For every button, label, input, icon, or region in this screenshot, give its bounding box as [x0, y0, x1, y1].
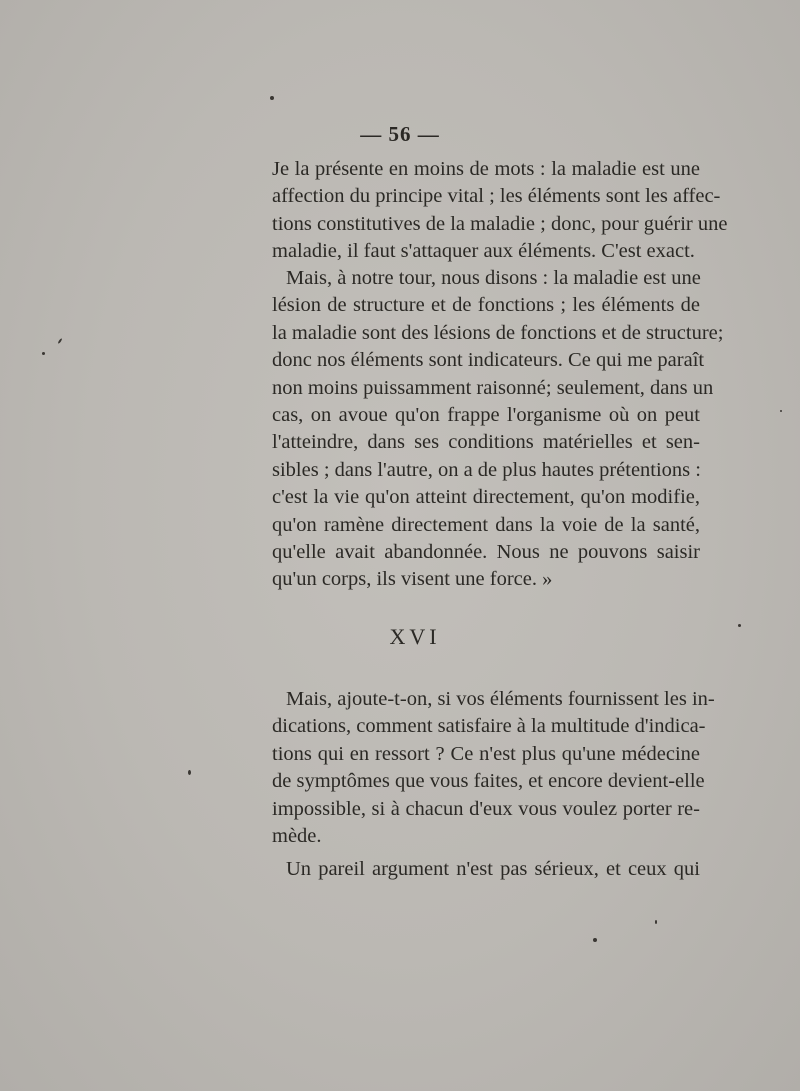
paper-speck	[780, 410, 782, 412]
text-line: sibles ; dans l'autre, on a de plus hautes prétentions :	[272, 458, 701, 481]
section-heading: XVI	[389, 624, 441, 649]
text-line: qu'elle avait abandonnée. Nous ne pouvons saisir	[272, 541, 700, 564]
text-line: maladie, il faut s'attaquer aux éléments. C'est exact.	[272, 240, 695, 263]
text-line: Mais, ajoute-t-on, si vos éléments fournissent les in-	[286, 688, 715, 710]
text-line: Mais, à notre tour, nous disons : la maladie est une	[286, 267, 701, 289]
text-line: c'est la vie qu'on atteint directement, qu'on modifie,	[272, 486, 700, 509]
paper-speck	[655, 920, 657, 924]
paper-speck	[42, 352, 45, 355]
text-line: tions constitutives de la maladie ; donc, pour guérir une	[272, 212, 728, 235]
text-line: dications, comment satisfaire à la multitude d'indica-	[272, 715, 706, 738]
text-line: mède.	[272, 825, 322, 848]
text-line: impossible, si à chacun d'eux vous voulez porter re-	[272, 797, 700, 820]
text-line: la maladie sont des lésions de fonctions et de structure;	[272, 321, 724, 344]
text-line: tions qui en ressort ? Ce n'est plus qu'une médecine	[272, 742, 700, 765]
text-line: affection du principe vital ; les éléments sont les affec-	[272, 185, 721, 208]
paragraph-4	[272, 856, 700, 883]
paragraph-3	[272, 686, 715, 850]
paper-speck	[57, 338, 62, 344]
text-line: l'atteindre, dans ses conditions matérielles et sen-	[272, 431, 700, 454]
paragraph-2	[272, 265, 724, 594]
text-line: qu'on ramène directement dans la voie de la santé,	[272, 513, 700, 536]
text-line: Je la présente en moins de mots : la maladie est une	[272, 158, 700, 180]
text-line: Un pareil argument n'est pas sérieux, et ceux qui	[286, 858, 700, 880]
text-line: cas, on avoue qu'on frappe l'organisme où on peut	[272, 404, 700, 427]
page-number: — 56 —	[360, 122, 440, 146]
paper-speck	[593, 938, 597, 942]
text-line: lésion de structure et de fonctions ; les éléments de	[272, 294, 700, 317]
text-line: qu'un corps, ils visent une force. »	[272, 568, 553, 591]
text-line: non moins puissamment raisonné; seulement, dans un	[272, 376, 714, 399]
paper-speck	[188, 770, 191, 775]
text-line: de symptômes que vous faites, et encore devient-elle	[272, 770, 705, 793]
paper-speck	[270, 96, 274, 100]
paragraph-1	[272, 156, 728, 266]
text-line: donc nos éléments sont indicateurs. Ce qui me paraît	[272, 349, 705, 372]
